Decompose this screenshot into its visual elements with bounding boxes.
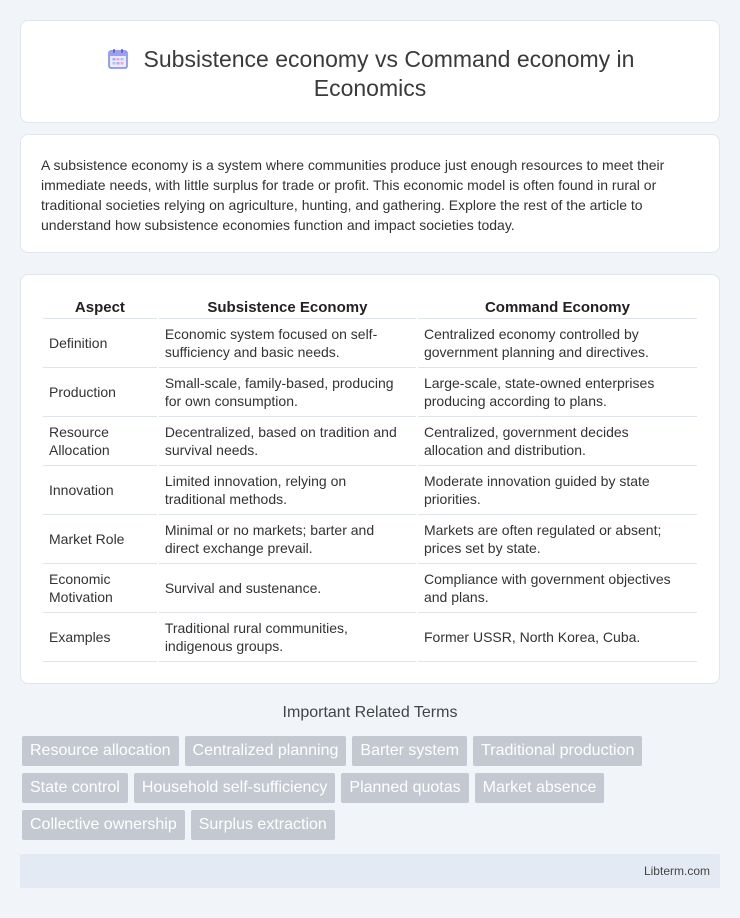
related-term-tag[interactable]: Surplus extraction (191, 810, 335, 840)
table-row (43, 466, 697, 515)
page-title: Subsistence economy vs Command economy in Economics (143, 46, 635, 101)
cell-subsistence: Minimal or no markets; barter and direct exchange prevail. (159, 515, 416, 564)
intro-paragraph: A subsistence economy is a system where communities produce just enough resources to meet their immediate needs, with little surplus for trade or profit. This economic model is often found in rural or traditional societies relying on agriculture, hunting, and gathering. Explore the rest of the article to understand how subsistence economies function and impact societies today. (41, 157, 665, 233)
related-terms-list (22, 736, 722, 840)
related-terms-heading: Important Related Terms (282, 704, 458, 721)
related-term-tag[interactable]: Traditional production (473, 736, 642, 766)
comparison-table (41, 295, 699, 662)
related-term-tag[interactable]: Market absence (475, 773, 605, 803)
cell-command: Centralized, government decides allocation and distribution. (418, 417, 697, 466)
cell-command: Markets are often regulated or absent; prices set by state. (418, 515, 697, 564)
related-term-tag[interactable]: State control (22, 773, 128, 803)
cell-subsistence: Economic system focused on self-sufficiency and basic needs. (159, 319, 416, 368)
table-row (43, 319, 697, 368)
cell-command: Large-scale, state-owned enterprises producing according to plans. (418, 368, 697, 417)
cell-aspect: Examples (43, 613, 157, 662)
cell-aspect: Market Role (43, 515, 157, 564)
table-row (43, 515, 697, 564)
table-row (43, 564, 697, 613)
header-aspect: Aspect (43, 295, 157, 319)
cell-command: Compliance with government objectives and plans. (418, 564, 697, 613)
cell-subsistence: Limited innovation, relying on traditional methods. (159, 466, 416, 515)
cell-subsistence: Small-scale, family-based, producing for own consumption. (159, 368, 416, 417)
cell-aspect: Definition (43, 319, 157, 368)
comparison-card (20, 274, 720, 684)
cell-subsistence: Traditional rural communities, indigenous groups. (159, 613, 416, 662)
table-header-row (43, 295, 697, 319)
table-row (43, 368, 697, 417)
related-term-tag[interactable]: Resource allocation (22, 736, 179, 766)
cell-command: Former USSR, North Korea, Cuba. (418, 613, 697, 662)
related-term-tag[interactable]: Centralized planning (185, 736, 347, 766)
related-term-tag[interactable]: Barter system (352, 736, 467, 766)
table-row (43, 417, 697, 466)
calendar-icon (106, 47, 130, 71)
cell-command: Moderate innovation guided by state priorities. (418, 466, 697, 515)
footer (20, 854, 720, 888)
cell-aspect: Resource Allocation (43, 417, 157, 466)
related-term-tag[interactable]: Collective ownership (22, 810, 185, 840)
related-term-tag[interactable]: Planned quotas (341, 773, 468, 803)
cell-subsistence: Survival and sustenance. (159, 564, 416, 613)
page-title-container (21, 45, 719, 103)
footer-site-link[interactable]: Libterm.com (643, 864, 710, 878)
cell-aspect: Production (43, 368, 157, 417)
header-command: Command Economy (418, 295, 697, 319)
cell-command: Centralized economy controlled by government planning and directives. (418, 319, 697, 368)
intro-card (20, 134, 720, 253)
header-subsistence: Subsistence Economy (159, 295, 416, 319)
table-row (43, 613, 697, 662)
cell-aspect: Innovation (43, 466, 157, 515)
title-card (20, 20, 720, 123)
cell-aspect: Economic Motivation (43, 564, 157, 613)
cell-subsistence: Decentralized, based on tradition and survival needs. (159, 417, 416, 466)
related-term-tag[interactable]: Household self-sufficiency (134, 773, 336, 803)
